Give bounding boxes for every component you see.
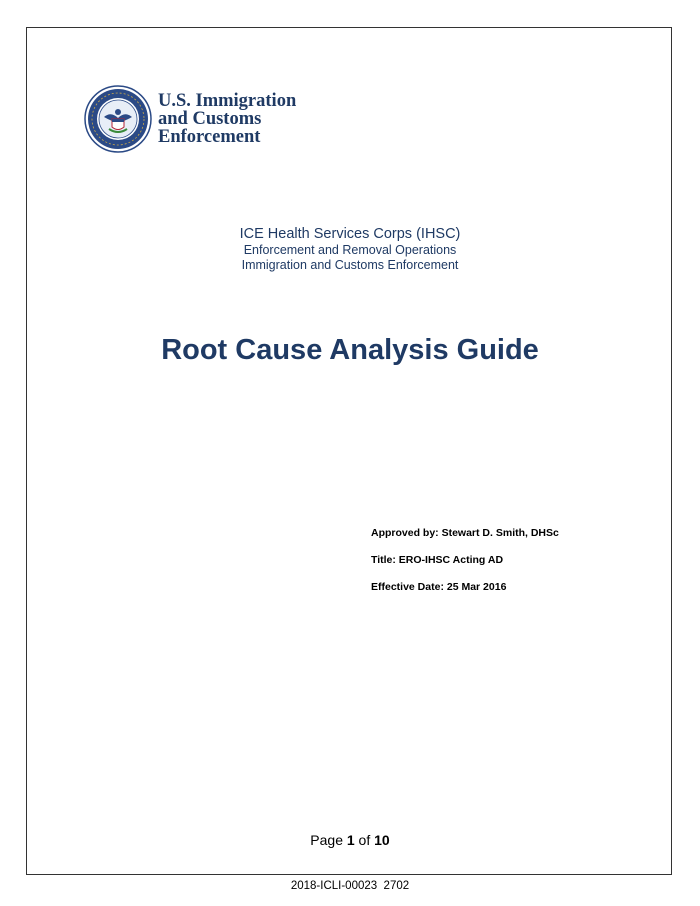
page-current: 1 [346, 832, 355, 848]
page-frame [26, 27, 672, 875]
agency-logo [84, 85, 296, 153]
approved-by: Approved by: Stewart D. Smith, DHSc [371, 527, 559, 539]
dhs-seal-icon [84, 85, 152, 153]
page-separator: of [354, 832, 375, 848]
org-line-ero: Enforcement and Removal Operations [243, 243, 457, 257]
agency-name-line2: and Customs [158, 109, 262, 129]
org-line-ice: Immigration and Customs Enforcement [241, 258, 459, 272]
page-total: 10 [374, 832, 390, 848]
effective-date: Effective Date: 25 Mar 2016 [371, 581, 507, 593]
agency-name-line1: U.S. Immigration [158, 91, 297, 111]
approver-title: Title: ERO-IHSC Acting AD [371, 554, 504, 566]
agency-name [158, 92, 296, 146]
document-id: 2018-ICLI-00023 2702 [290, 880, 410, 892]
page-prefix: Page [310, 832, 347, 848]
page-number [0, 832, 700, 848]
organization-block [0, 226, 700, 273]
approval-block [371, 527, 559, 608]
org-line-ihsc: ICE Health Services Corps (IHSC) [239, 226, 461, 242]
agency-name-line3: Enforcement [158, 127, 261, 147]
document-title: Root Cause Analysis Guide [161, 334, 539, 366]
